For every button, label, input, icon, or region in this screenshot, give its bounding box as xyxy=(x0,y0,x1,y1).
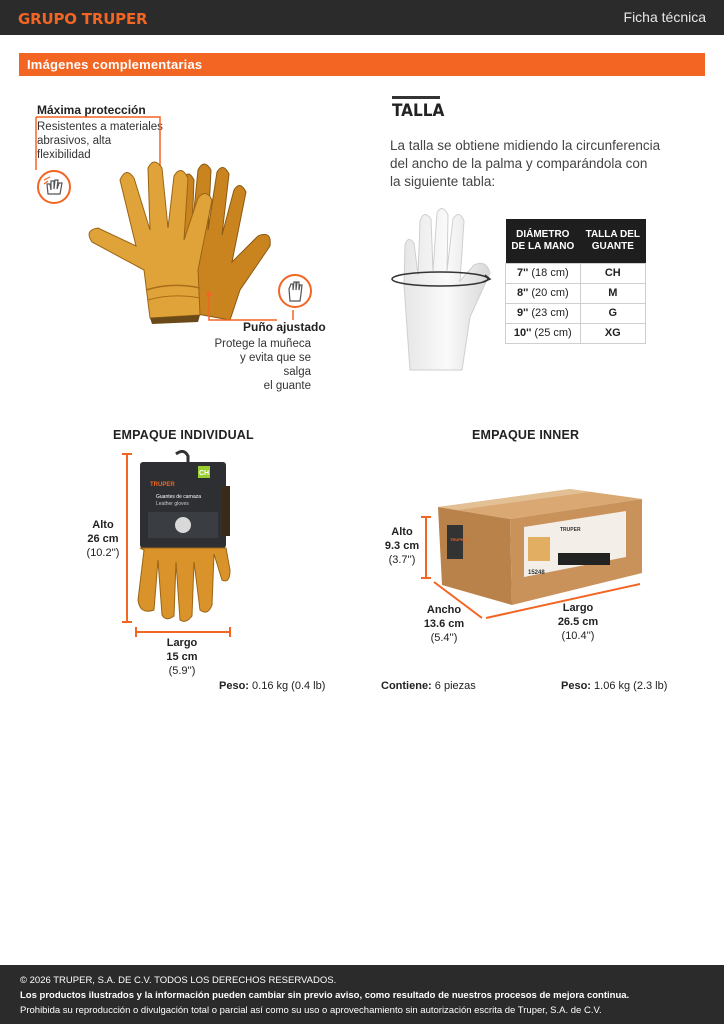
inner-height-label xyxy=(382,525,422,567)
weight-value: 0.16 kg (0.4 lb) xyxy=(252,680,326,692)
size-table xyxy=(505,219,646,344)
diameter-cm: (18 cm) xyxy=(531,267,569,279)
diameter-cell xyxy=(506,263,581,283)
abrasion-glove-icon xyxy=(37,170,71,204)
dimension-imperial: (10.2'') xyxy=(86,547,120,559)
diameter-inch: 9'' xyxy=(516,307,529,319)
dimension-name: Ancho xyxy=(426,604,462,616)
talla-description-line: la siguiente tabla: xyxy=(390,174,496,189)
package-product-line2: Leather gloves xyxy=(156,501,189,507)
talla-description-line: La talla se obtiene midiendo la circunferencia xyxy=(390,138,661,153)
diameter-inch: 10'' xyxy=(513,327,532,339)
contents-label: Contiene: xyxy=(381,680,432,692)
size-cell: XG xyxy=(580,323,645,343)
talla-rule xyxy=(392,96,440,99)
dimension-imperial: (5.9'') xyxy=(168,665,196,677)
feature-cuff-line: Protege la muñeca xyxy=(214,338,311,350)
package-brand-label: TRUPER xyxy=(150,482,175,488)
feature-cuff-description xyxy=(210,337,311,393)
dimension-name: Largo xyxy=(166,637,198,649)
table-row xyxy=(506,303,646,323)
inner-contents xyxy=(381,680,476,692)
talla-title: TALLA xyxy=(392,101,445,121)
diameter-cm: (20 cm) xyxy=(531,287,569,299)
dimension-metric: 13.6 cm xyxy=(423,618,465,630)
table-row xyxy=(506,323,646,343)
individual-package-image xyxy=(118,450,248,625)
individual-package-title: EMPAQUE INDIVIDUAL xyxy=(113,428,254,442)
talla-description-line: del ancho de la palma y comparándola con xyxy=(390,156,648,171)
size-cell: CH xyxy=(580,263,645,283)
dimension-imperial: (10.4'') xyxy=(561,630,595,642)
dimension-imperial: (5.4'') xyxy=(430,632,458,644)
contents-value: 6 piezas xyxy=(434,680,476,692)
table-row xyxy=(506,283,646,303)
box-product-code: 15248 xyxy=(528,570,545,576)
feature-cuff-line: el guante xyxy=(263,380,311,392)
box-front-brand: TRUPER xyxy=(560,527,581,533)
weight-label: Peso: xyxy=(561,680,591,692)
weight-value: 1.06 kg (2.3 lb) xyxy=(594,680,668,692)
header-line: DIÁMETRO xyxy=(516,228,570,240)
size-cell: G xyxy=(580,303,645,323)
diameter-inch: 7'' xyxy=(516,267,529,279)
dimension-metric: 9.3 cm xyxy=(384,540,420,552)
talla-description xyxy=(390,137,670,191)
diameter-cell xyxy=(506,303,581,323)
diameter-cm: (23 cm) xyxy=(531,307,569,319)
section-header xyxy=(19,53,705,76)
document-type: Ficha técnica xyxy=(623,9,706,25)
footer-notice: Los productos ilustrados y la información pueden cambiar sin previo aviso, como resultado de nuestros procesos de mejora continua. xyxy=(20,990,630,1001)
diameter-cell xyxy=(506,323,581,343)
individual-weight xyxy=(219,680,325,692)
footer xyxy=(0,965,724,1024)
header-line: DE LA MANO xyxy=(511,240,575,252)
inner-length-label xyxy=(555,601,601,643)
package-product-line1: Guantes de carnaza xyxy=(156,494,202,500)
section-title: Imágenes complementarias xyxy=(27,57,203,72)
size-table-header-diameter xyxy=(506,219,581,263)
dimension-metric: 26 cm xyxy=(87,533,119,545)
inner-package-title: EMPAQUE INNER xyxy=(472,428,580,442)
hand-measure-image xyxy=(390,205,500,375)
feature-protection-title: Máxima protección xyxy=(37,103,146,117)
dimension-metric: 26.5 cm xyxy=(557,616,599,628)
header-line: GUANTE xyxy=(591,240,634,252)
top-bar xyxy=(0,0,724,35)
individual-length-label xyxy=(160,636,204,678)
individual-height-label xyxy=(82,518,124,560)
weight-label: Peso: xyxy=(219,680,249,692)
feature-protection-line: flexibilidad xyxy=(37,149,91,161)
footer-copyright: © 2026 TRUPER, S.A. DE C.V. TODOS LOS DERECHOS RESERVADOS. xyxy=(20,975,337,986)
size-cell: M xyxy=(580,283,645,303)
feature-cuff-line: y evita que se salga xyxy=(240,352,311,378)
diameter-inch: 8'' xyxy=(516,287,529,299)
feature-protection-line: Resistentes a materiales xyxy=(37,121,163,133)
dimension-name: Alto xyxy=(391,526,413,538)
inner-width-label xyxy=(422,603,466,645)
box-side-brand: TRUPER xyxy=(450,537,467,542)
inner-weight xyxy=(561,680,667,692)
diameter-cm: (25 cm) xyxy=(534,327,572,339)
size-table-header-size xyxy=(580,219,645,263)
diameter-cell xyxy=(506,283,581,303)
dimension-imperial: (3.7'') xyxy=(388,554,416,566)
table-row xyxy=(506,263,646,283)
brand-logo: GRUPO TRUPER xyxy=(18,10,148,28)
dimension-metric: 15 cm xyxy=(166,651,198,663)
dimension-name: Largo xyxy=(562,602,594,614)
feature-cuff-title: Puño ajustado xyxy=(243,320,326,334)
footer-legal: Prohibida su reproducción o divulgación total o parcial así como su uso o aprovechamiento sin autorización escrita de Truper, S.A. de C.V. xyxy=(20,1005,602,1016)
dimension-name: Alto xyxy=(92,519,114,531)
feature-protection-line: abrasivos, alta xyxy=(37,135,112,147)
header-line: TALLA DEL xyxy=(585,228,641,240)
package-size-label: CH xyxy=(198,470,210,477)
